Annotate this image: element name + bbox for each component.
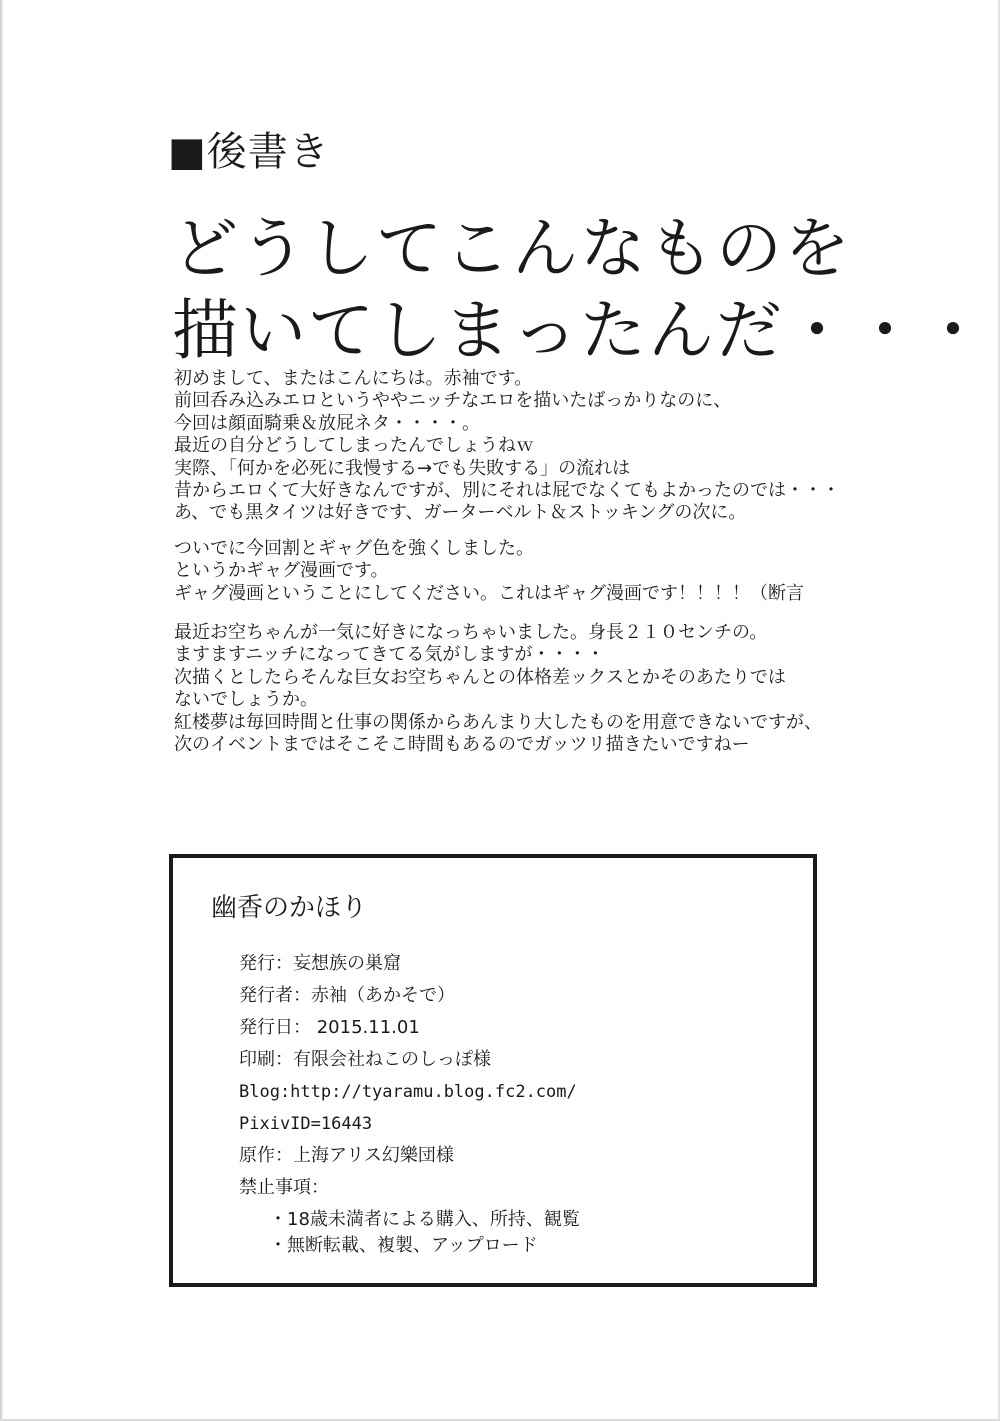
text-line: 次のイベントまではそこそこ時間もあるのでガッツリ描きたいですねー (174, 734, 750, 756)
colophon-blog-url: Blog:http://tyaramu.blog.fc2.com/ (239, 1082, 577, 1102)
text-line: 最近お空ちゃんが一気に好きになっちゃいました。身長２１０センチの。 (174, 622, 768, 643)
text-line: ないでしょうか。 (174, 689, 318, 711)
colophon-date: 発行日： 2015.11.01 (239, 1017, 420, 1038)
text-line: というかギャグ漫画です。 (174, 560, 389, 582)
colophon-author: 発行者：赤袖（あかそで） (239, 985, 455, 1006)
colophon-pixiv-id: PixivID=16443 (239, 1114, 373, 1134)
headline-line: どうしてこんなものを (172, 210, 852, 287)
text-line: 実際、「何かを必死に我慢する→でも失敗する」の流れは (174, 457, 631, 479)
afterword-paragraph-future (174, 622, 822, 756)
text-line: 紅楼夢は毎回時間と仕事の関係からあんまり大したものを用意できないですが、 (174, 711, 822, 733)
colophon-box (169, 854, 817, 1287)
text-line: 初めまして、またはこんにちは。赤袖です。 (174, 368, 533, 389)
colophon-printer: 印刷：有限会社ねこのしっぽ様 (239, 1049, 491, 1070)
text-line: あ、でも黒タイツは好きです、ガーターベルト＆ストッキングの次に。 (174, 502, 747, 524)
prohibited-item: ・無断転載、複製、アップロード (269, 1235, 538, 1256)
text-line: ギャグ漫画ということにしてください。これはギャグ漫画です！！！！（断言 (174, 582, 804, 604)
colophon-title: 幽香のかほり (211, 893, 368, 923)
colophon-details (239, 948, 577, 1204)
text-line: 今回は顔面騎乗＆放屁ネタ・・・・。 (174, 412, 480, 434)
colophon-publisher: 発行：妄想族の巣窟 (239, 953, 401, 974)
colophon-prohibited-heading: 禁止事項： (239, 1177, 329, 1198)
text-line: ますますニッチになってきてる気がしますが・・・・ (174, 644, 605, 666)
page-edge-shadow (0, 0, 3, 1421)
prohibited-list (269, 1207, 580, 1259)
text-line: 昔からエロくて大好きなんですが、別にそれは屁でなくてもよかったのでは・・・ (174, 480, 840, 502)
text-line: ついでに今回割とギャグ色を強くしました。 (174, 538, 534, 559)
afterword-paragraph-intro (174, 368, 840, 525)
text-line: 前回呑み込みエロというややニッチなエロを描いたばっかりなのに、 (174, 390, 732, 412)
afterword-headline (172, 208, 988, 372)
afterword-heading: ■後書き (168, 129, 330, 175)
prohibited-item: ・18歳未満者による購入、所持、観覧 (269, 1209, 580, 1230)
text-line: 最近の自分どうしてしまったんでしょうねｗ (174, 435, 534, 457)
text-line: 次描くとしたらそんな巨女お空ちゃんとの体格差ックスとかそのあたりでは (174, 666, 786, 688)
colophon-original-work: 原作：上海アリス幻樂団様 (239, 1145, 454, 1166)
headline-line: 描いてしまったんだ・・・ (172, 292, 988, 369)
afterword-paragraph-gag (174, 538, 804, 605)
